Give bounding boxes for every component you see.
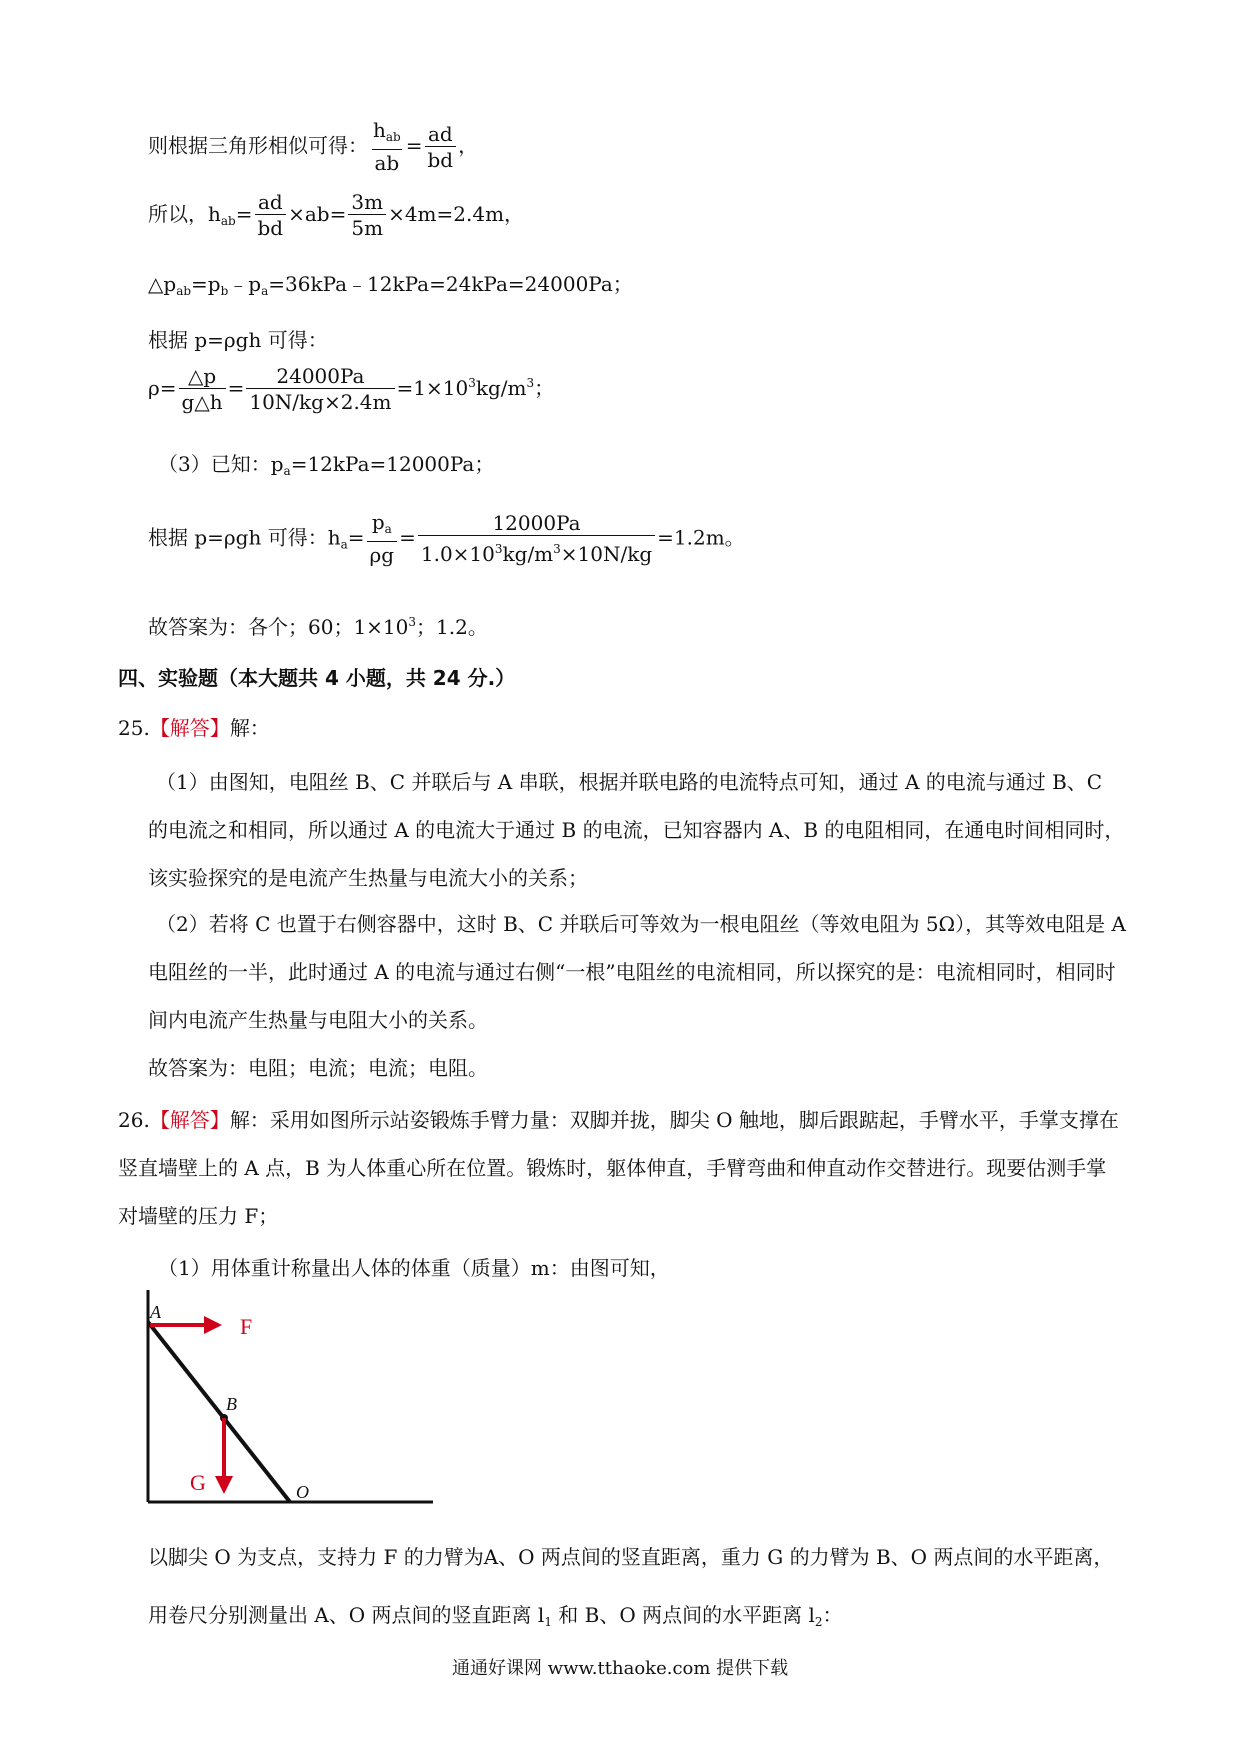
subscript: ab: [176, 284, 192, 298]
fraction: [367, 510, 398, 568]
text: 10N/kg×2.4m: [246, 388, 394, 415]
text: 5m: [348, 214, 386, 241]
body-line: [148, 1322, 290, 1502]
text: ﹣p: [228, 272, 262, 296]
fraction: [179, 364, 226, 415]
text: △p: [187, 364, 217, 388]
text: ×10N/kg: [560, 542, 653, 566]
text: kg/m: [475, 376, 527, 400]
text: g△h: [179, 388, 226, 415]
text: =12kPa=12000Pa；: [290, 452, 495, 476]
text: =: [347, 525, 365, 550]
question-25-header: [118, 714, 270, 742]
label-o: O: [296, 1482, 309, 1502]
text: 24000Pa: [276, 364, 365, 388]
text: ad: [427, 121, 453, 146]
question-number: 26.: [118, 1108, 150, 1132]
subscript: ab: [220, 214, 236, 228]
question-number: 25.: [118, 716, 150, 740]
question-25-answer: [148, 1054, 488, 1082]
subscript: a: [283, 464, 291, 478]
answer-tag: 【解答】: [149, 1108, 230, 1132]
text: 则根据三角形相似可得：: [148, 133, 368, 158]
text: =1.2m。: [657, 525, 745, 550]
text: 12000Pa: [492, 511, 581, 535]
text: 故答案为：各个；60；1×10: [148, 615, 409, 639]
subscript: b: [220, 284, 229, 298]
subscript: ab: [385, 130, 401, 144]
lever-diagram: [138, 1290, 448, 1510]
known-pa-line: [158, 450, 494, 485]
page-footer: [452, 1654, 788, 1680]
answer-line-24: [148, 608, 488, 641]
fraction: [425, 122, 457, 173]
text: 所以，h: [148, 202, 221, 226]
text: 和 B、O 两点间的水平距离 l: [551, 1603, 815, 1627]
question-26-intro: [118, 1096, 1126, 1240]
text: ；1.2。: [416, 615, 488, 639]
text: ρ=: [148, 376, 177, 400]
text: （1）由图知，电阻丝 B、C 并联后与 A 串联，根据并联电路的电流特点可知，通过 A 的电流与通过 B、C 的电流之和相同，所以通过 A 的电流大于通过 B 的电流，已知容器内 A、B 的电阻相同，在通电时间相同时，该实验探究的是电流产生热量与电流大小的关系；: [148, 770, 1125, 890]
text: 解：: [229, 716, 270, 740]
text: h: [373, 118, 386, 142]
subscript: a: [384, 522, 392, 536]
text: ×ab=: [288, 202, 347, 226]
text: bd: [255, 214, 287, 241]
text: ab: [372, 149, 403, 176]
text: （1）用体重计称量出人体的体重（质量）m：由图可知，: [158, 1256, 670, 1280]
footer-text: 通通好课网 www.tthaoke.com 提供下载: [452, 1658, 789, 1679]
question-25-part2: [148, 900, 1126, 1044]
fraction: [255, 190, 287, 241]
superscript: 3: [468, 376, 476, 390]
label-g: G: [190, 1470, 206, 1495]
label-b: B: [226, 1394, 237, 1414]
text: ×4m=2.4m，: [388, 202, 525, 226]
text: △p: [148, 272, 177, 296]
text: ad: [257, 190, 283, 214]
fraction: [370, 118, 404, 176]
force-g-arrowhead: [215, 1476, 233, 1494]
hab-calc-line: [148, 190, 524, 241]
superscript: 3: [494, 542, 503, 556]
label-f: F: [240, 1314, 253, 1339]
text: （3）已知：p: [158, 452, 284, 476]
text: （2）若将 C 也置于右侧容器中，这时 B、C 并联后可等效为一根电阻丝（等效电阻为 5Ω），其等效电阻是 A 电阻丝的一半，此时通过 A 的电流与通过右侧“一根”电阻丝的电流相同，所以探究的是：电流相同时，相同时间内电流产生热量与电阻大小的关系。: [148, 912, 1126, 1032]
text: ，: [458, 133, 479, 158]
subscript: 1: [544, 1615, 552, 1629]
text: bd: [425, 146, 457, 173]
text: 四、实验题（本大题共 4 小题，共 24 分.）: [118, 666, 516, 690]
text: =p: [191, 272, 221, 296]
subscript: 2: [814, 1615, 823, 1629]
text: 3m: [351, 190, 384, 214]
formula-intro-line: [148, 326, 328, 354]
text: 故答案为：电阻；电流；电流；电阻。: [148, 1056, 488, 1080]
question-26-step1: [158, 1254, 670, 1282]
fraction: [418, 511, 655, 567]
section-heading: [118, 664, 515, 692]
subscript: a: [340, 537, 348, 552]
text: =: [235, 202, 253, 226]
superscript: 3: [408, 615, 417, 629]
text: ；: [534, 376, 555, 400]
text: =36kPa﹣12kPa=24kPa=24000Pa；: [268, 272, 633, 296]
text: kg/m: [502, 542, 554, 566]
text: =1×10: [396, 376, 469, 400]
delta-p-line: [148, 270, 633, 305]
text: 1.0×10: [420, 542, 495, 566]
answer-tag: 【解答】: [149, 716, 230, 740]
text: 根据 p=ρgh 可得：: [148, 328, 328, 352]
text: p: [371, 510, 385, 534]
text: 解：采用如图所示站姿锻炼手臂力量：双脚并拢，脚尖 O 触地，脚后跟踮起，手臂水平，手掌支撑在竖直墙壁上的 A 点，B 为人体重心所在位置。锻炼时，躯体伸直，手臂弯曲和伸直动作交替进行。现要估测手掌对墙壁的压力 F；: [118, 1108, 1119, 1228]
text: ρg: [367, 541, 398, 568]
fraction: [246, 364, 394, 415]
text: =: [405, 133, 423, 158]
label-a: A: [150, 1302, 161, 1322]
text: 根据 p=ρgh 可得：h: [148, 525, 341, 550]
fraction: [348, 190, 386, 241]
superscript: 3: [553, 542, 561, 556]
text: ：: [822, 1603, 843, 1627]
height-calc-line: [148, 510, 745, 568]
subscript: a: [261, 284, 269, 298]
text: 以脚尖 O 为支点，支持力 F 的力臂为A、O 两点间的竖直距离，重力 G 的力臂为 B、O 两点间的水平距离，用卷尺分别测量出 A、O 两点间的竖直距离 l: [148, 1545, 1114, 1627]
question-25-part1: [148, 758, 1126, 902]
text: =: [227, 376, 245, 400]
force-f-arrowhead: [204, 1316, 222, 1334]
text: =: [399, 525, 416, 550]
similar-triangle-line: [148, 118, 478, 176]
superscript: 3: [526, 376, 535, 390]
density-calc-line: [148, 364, 554, 415]
question-26-continuation: [148, 1528, 1126, 1651]
